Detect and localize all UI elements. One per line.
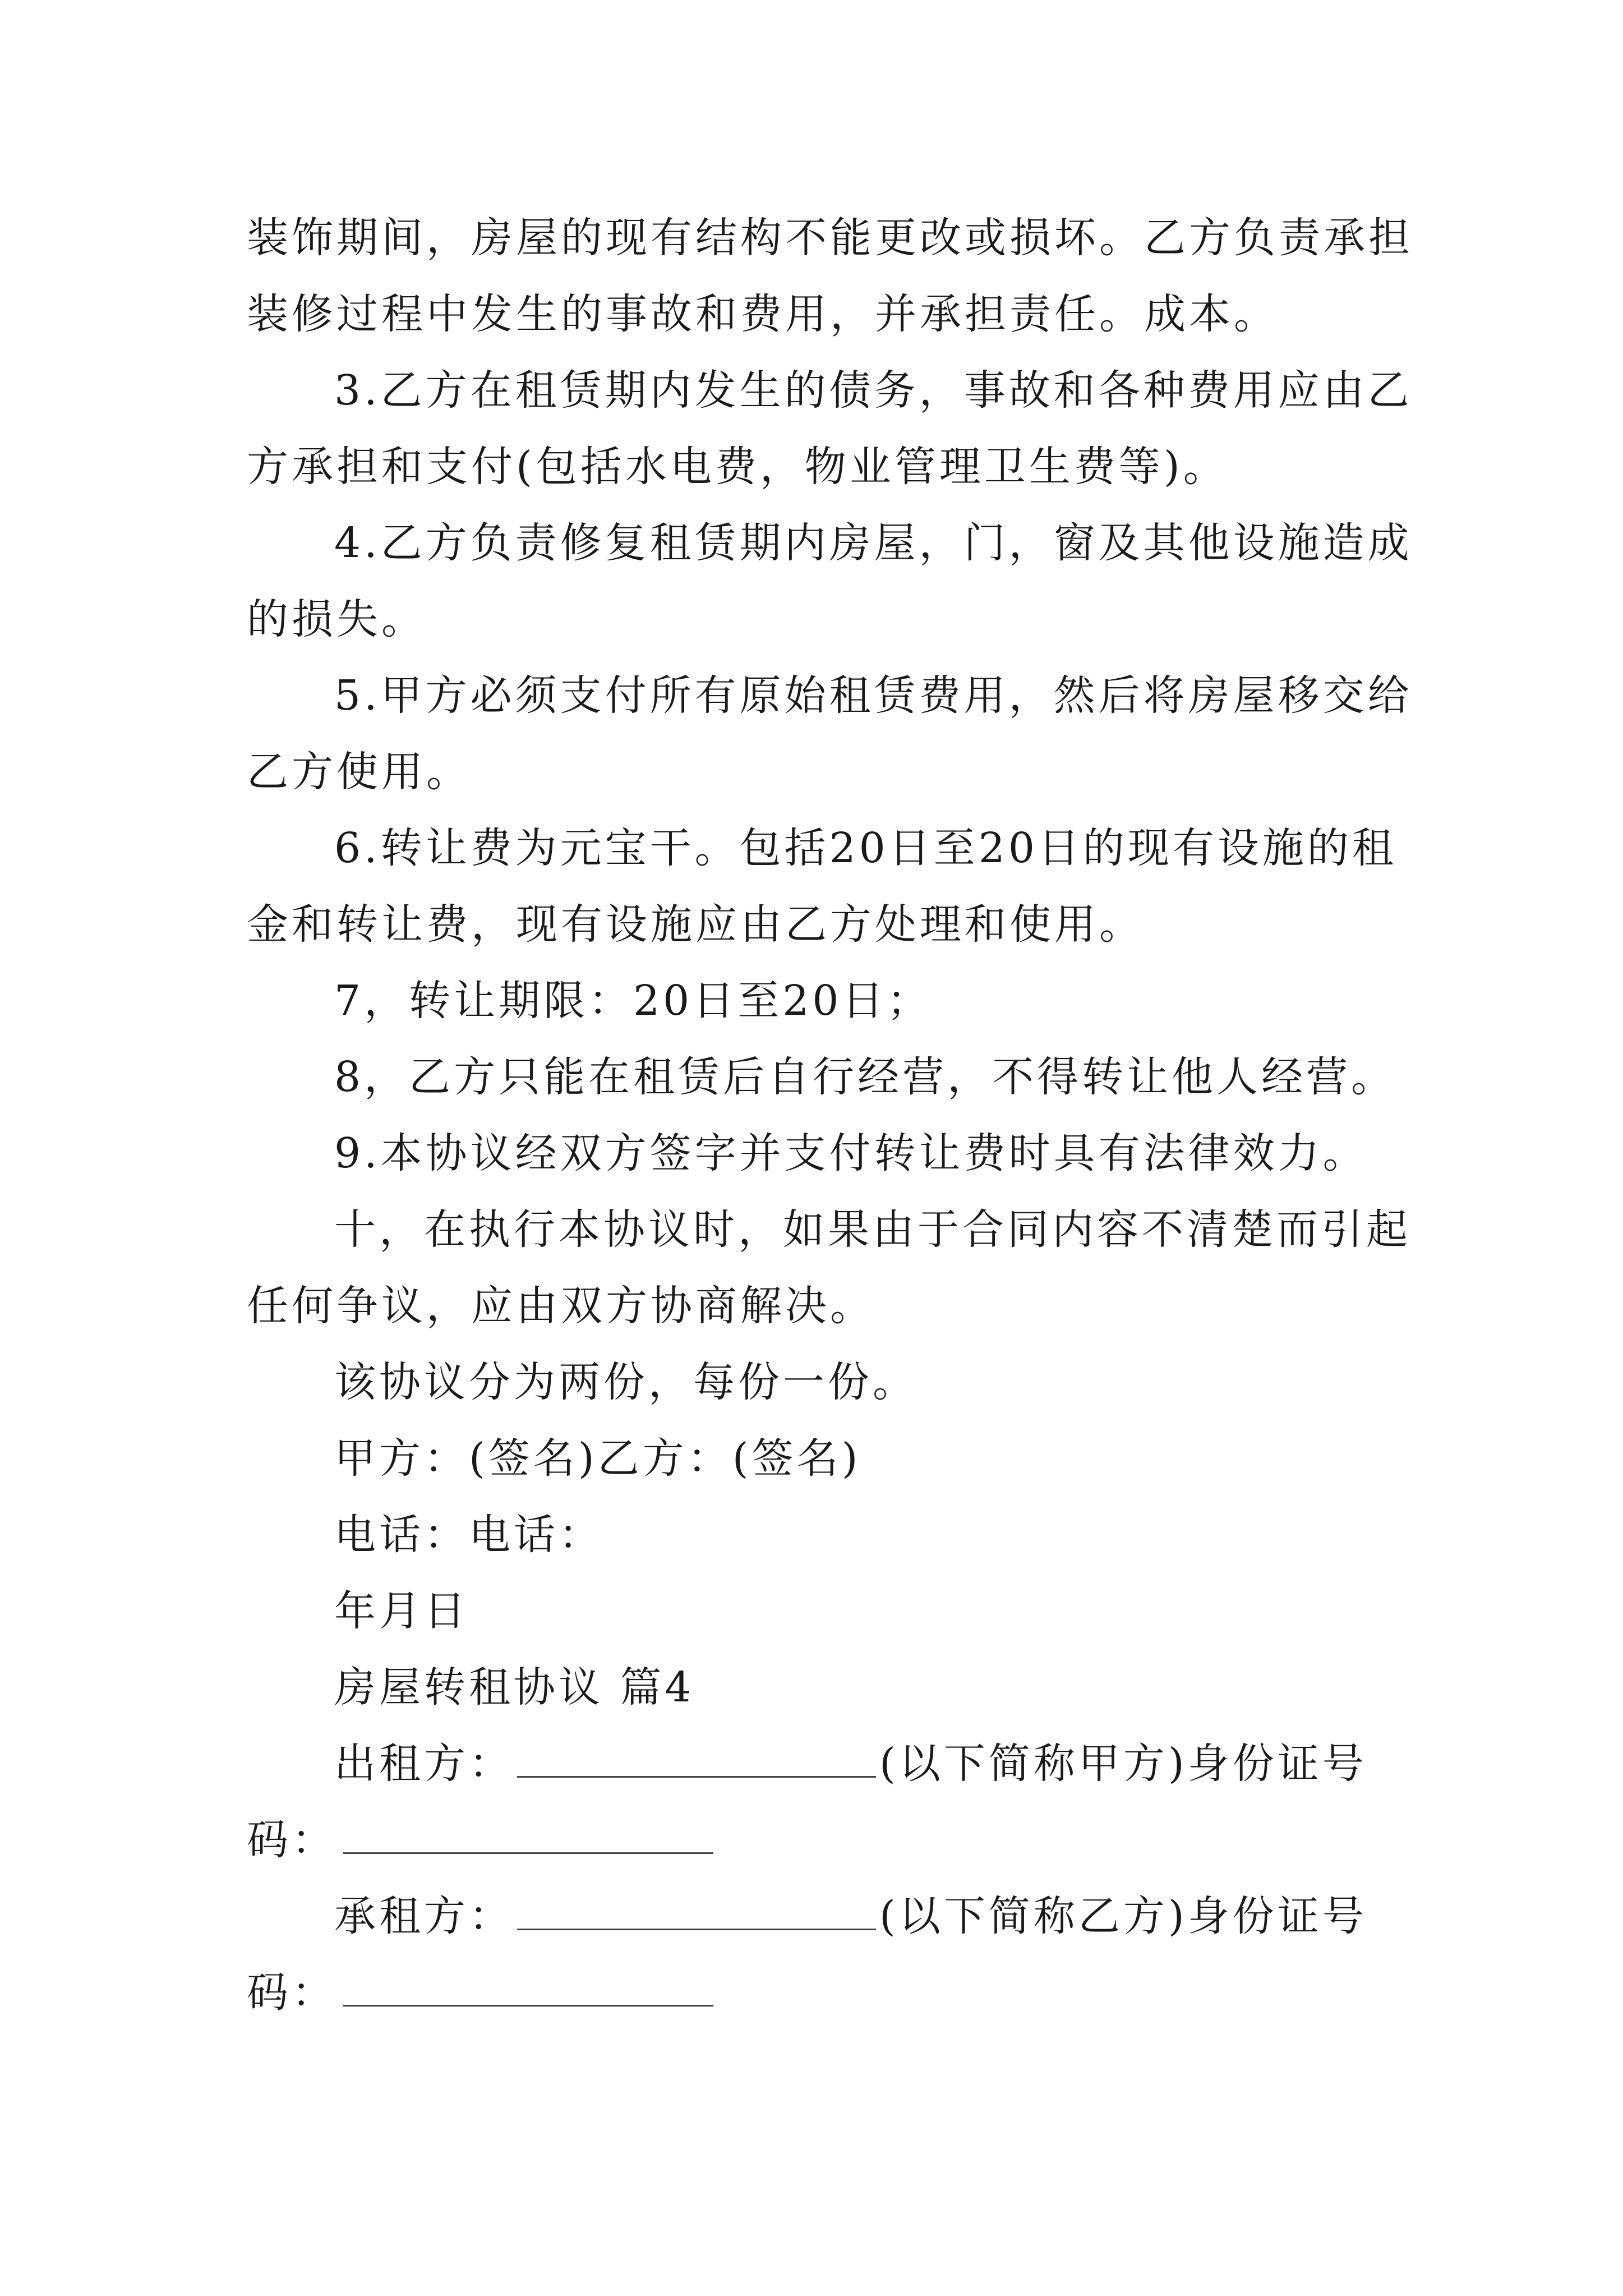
text-line: 的损失。 bbox=[247, 595, 426, 643]
lessee-id-label: 码： bbox=[247, 1968, 336, 2017]
lessor-id-line bbox=[247, 1812, 713, 1868]
lessee-name-blank bbox=[517, 1895, 876, 1930]
lessee-suffix: (以下简称乙方)身份证号 bbox=[879, 1892, 1367, 1940]
text-line: 金和转让费，现有设施应由乙方处理和使用。 bbox=[247, 900, 1144, 949]
lessor-line bbox=[334, 1736, 1367, 1792]
text-line: 该协议分为两份，每份一份。 bbox=[334, 1358, 917, 1406]
text-line: 乙方使用。 bbox=[247, 748, 471, 796]
signature-line: 甲方：(签名)乙方：(签名) bbox=[334, 1434, 861, 1483]
lessee-id-line bbox=[247, 1964, 713, 2021]
lessor-label: 出租方： bbox=[334, 1740, 514, 1788]
lessee-label: 承租方： bbox=[334, 1892, 514, 1940]
lessor-suffix: (以下简称甲方)身份证号 bbox=[879, 1740, 1367, 1788]
text-line: 7，转让期限：20日至20日； bbox=[334, 977, 932, 1025]
text-line: 方承担和支付(包括水电费，物业管理卫生费等)。 bbox=[247, 443, 1228, 491]
text-line: 装修过程中发生的事故和费用，并承担责任。成本。 bbox=[247, 290, 1279, 338]
lessee-line bbox=[334, 1888, 1367, 1944]
phone-line: 电话：电话： bbox=[334, 1511, 603, 1559]
lessor-name-blank bbox=[517, 1742, 876, 1778]
text-line: 3.乙方在租赁期内发生的债务，事故和各种费用应由乙 bbox=[334, 366, 1413, 415]
text-line: 6.转让费为元宝干。包括20日至20日的现有设施的租 bbox=[334, 824, 1397, 872]
section-heading: 房屋转租协议 篇4 bbox=[334, 1663, 695, 1711]
lessor-id-blank bbox=[343, 1819, 713, 1854]
text-line: 8，乙方只能在租赁后自行经营，不得转让他人经营。 bbox=[334, 1053, 1396, 1101]
text-line: 任何争议，应由双方协商解决。 bbox=[247, 1282, 875, 1330]
text-line: 9.本协议经双方签字并支付转让费时具有法律效力。 bbox=[334, 1129, 1368, 1177]
lessee-id-blank bbox=[343, 1971, 713, 2007]
text-line: 装饰期间，房屋的现有结构不能更改或损坏。乙方负责承担 bbox=[247, 214, 1413, 262]
text-line: 5.甲方必须支付所有原始租赁费用，然后将房屋移交给 bbox=[334, 671, 1413, 720]
date-line: 年月日 bbox=[334, 1587, 469, 1635]
lessor-id-label: 码： bbox=[247, 1816, 336, 1864]
text-line: 十，在执行本协议时，如果由于合同内容不清楚而引起 bbox=[334, 1205, 1411, 1254]
text-line: 4.乙方负责修复租赁期内房屋，门，窗及其他设施造成 bbox=[334, 519, 1413, 567]
